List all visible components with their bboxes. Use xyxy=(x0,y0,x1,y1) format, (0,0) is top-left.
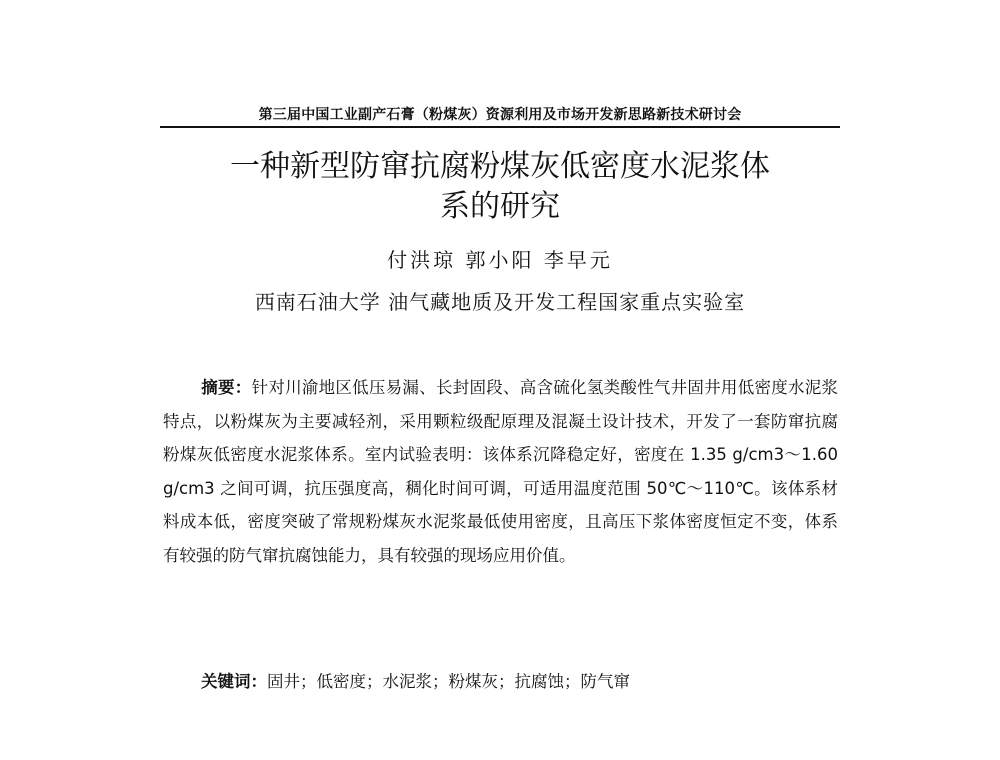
paper-title xyxy=(150,147,850,227)
title-line-2: 系的研究 xyxy=(440,189,560,224)
authors: 付洪琼 郭小阳 李早元 xyxy=(387,248,613,272)
conference-header: 第三届中国工业副产石膏（粉煤灰）资源利用及市场开发新思路新技术研讨会 xyxy=(258,107,742,123)
affiliation: 西南石油大学 油气藏地质及开发工程国家重点实验室 xyxy=(254,290,746,314)
abstract-label: 摘要： xyxy=(201,378,252,397)
abstract-text: 针对川渝地区低压易漏、长封固段、高含硫化氢类酸性气井固井用低密度水泥浆特点，以粉煤灰为主要减轻剂，采用颗粒级配原理及混凝土设计技术，开发了一套防窜抗腐粉煤灰低密度水泥浆体系。室内试验表明：该体系沉降稳定好，密度在 1.35 g/cm3～1.60 g/cm3 之间可调，抗压强度高，稠化时间可调，可适用温度范围 50℃～110℃。该体系材料成本低，密度突破了常规粉煤灰水泥浆最低使用密度，且高压下浆体密度恒定不变，体系有较强的防气窜抗腐蚀能力，具有较强的现场应用价值。 xyxy=(163,378,839,565)
keywords-text: 固井；低密度；水泥浆；粉煤灰；抗腐蚀；防气窜 xyxy=(267,672,630,691)
keywords-label: 关键词： xyxy=(201,672,267,691)
abstract xyxy=(163,371,838,572)
keywords xyxy=(163,665,838,698)
title-line-1: 一种新型防窜抗腐粉煤灰低密度水泥浆体 xyxy=(230,149,770,184)
header-rule xyxy=(160,126,840,128)
